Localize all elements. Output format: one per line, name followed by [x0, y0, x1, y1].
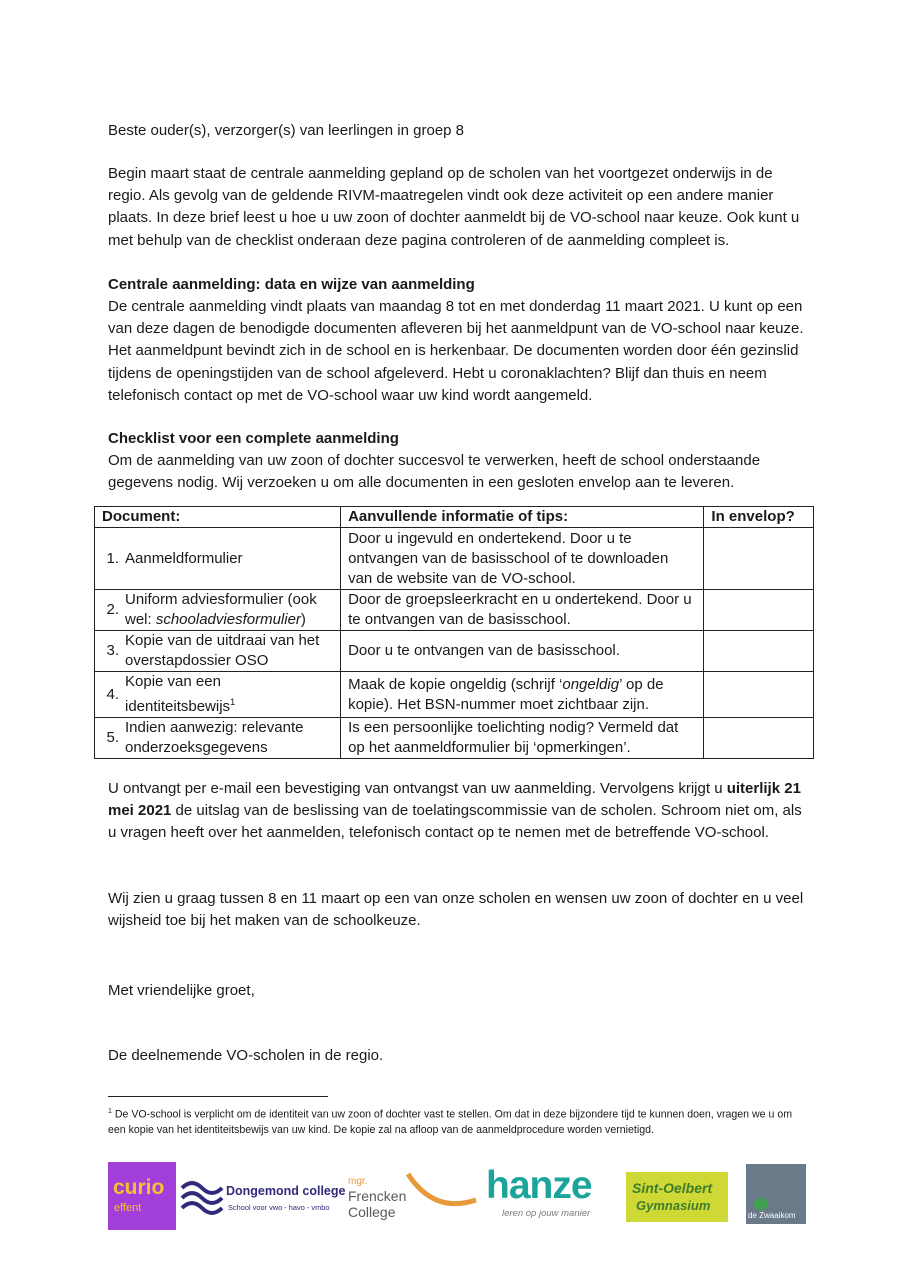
- wishes-paragraph: Wij zien u graag tussen 8 en 11 maart op een van onze scholen en wensen uw zoon of dochter en u veel wijsheid toe bij het maken van de schoolkeuze.: [108, 890, 804, 930]
- row-number: 3.: [106, 642, 119, 659]
- info-cell: Door de groepsleerkracht en u ondertekend. Door u te ontvangen van de basisschool.: [341, 590, 704, 631]
- sint-oelbert-gymnasium-logo: Sint-Oelbert Gymnasium: [626, 1172, 728, 1222]
- checklist-table: [94, 506, 814, 759]
- dongemond-college-logo: Dongemond college School voor vwo - havo - vmbo: [180, 1162, 345, 1230]
- document-cell: [95, 672, 341, 718]
- table-row: [95, 590, 814, 631]
- zwaaikom-logo: de Zwaaikom: [746, 1164, 806, 1224]
- table-row: [95, 631, 814, 672]
- closing: Met vriendelijke groet,: [108, 982, 255, 999]
- confirmation-paragraph: U ontvangt per e-mail een bevestiging van ontvangst van uw aanmelding. Vervolgens krijgt u uiterlijk 21 mei 2021 de uitslag van de beslissing van de toelatingscommissie van de scholen. Schroom niet om, als u vragen heeft over het aanmelden, telefonisch contact op te nemen met de betreffende VO-school.: [108, 780, 802, 842]
- document-name: Indien aanwezig: relevante onderzoeksgegevens: [125, 719, 304, 756]
- footnote-ref: 1: [230, 697, 236, 707]
- document-name: Uniform adviesformulier (ook wel: schooladviesformulier): [125, 591, 317, 628]
- document-name: Kopie van een identiteitsbewijs$^1$: [125, 673, 236, 715]
- swoosh-icon: [404, 1170, 479, 1220]
- hanze-logo: hanze leren op jouw manier: [486, 1164, 592, 1219]
- document-cell: [95, 631, 341, 672]
- header-document: Document:: [95, 507, 341, 528]
- envelope-cell: [704, 672, 814, 718]
- document-cell: [95, 718, 341, 759]
- greeting: Beste ouder(s), verzorger(s) van leerlingen in groep 8: [108, 122, 465, 139]
- table-row: [95, 528, 814, 590]
- table-row: [95, 672, 814, 718]
- wave-icon: [180, 1176, 226, 1216]
- envelope-cell: [704, 631, 814, 672]
- deadline-date: uiterlijk 21 mei 2021: [108, 780, 801, 820]
- tree-icon: [754, 1198, 768, 1210]
- header-envelope: In envelop?: [704, 507, 814, 528]
- section-body-registration: De centrale aanmelding vindt plaats van maandag 8 tot en met donderdag 11 maart 2021. U kunt op een van deze dagen de benodigde documenten afleveren bij het aanmeldpunt van de VO-school naar keuze. Het aanmeldpunt bevindt zich in de school en is herkenbaar. De documenten worden door één gezinslid tijdens de openingstijden van de school afgeleverd. Hebt u coronaklachten? Blijf dan thuis en neem telefonisch contact op met de VO-school waar uw kind wordt aangemeld.: [108, 298, 804, 404]
- envelope-cell: [704, 718, 814, 759]
- curio-logo: curio effent: [108, 1162, 176, 1230]
- header-info: Aanvullende informatie of tips:: [341, 507, 704, 528]
- section-body-checklist: Om de aanmelding van uw zoon of dochter succesvol te verwerken, heeft de school onderstaande gegevens nodig. Wij verzoeken u om alle documenten in een gesloten envelop aan te leveren.: [108, 452, 761, 492]
- envelope-cell: [704, 528, 814, 590]
- signature: De deelnemende VO-scholen in de regio.: [108, 1047, 384, 1064]
- document-cell: [95, 528, 341, 590]
- document-cell: [95, 590, 341, 631]
- intro-paragraph: Begin maart staat de centrale aanmelding gepland op de scholen van het voortgezet onderwijs in de regio. Als gevolg van de geldende RIVM-maatregelen vindt ook deze activiteit op een andere manier plaats. In deze brief leest u hoe u uw zoon of dochter aanmeldt bij de VO-school naar keuze. Ook kunt u met behulp van de checklist onderaan deze pagina controleren of de aanmelding compleet is.: [108, 165, 800, 249]
- info-cell: Door u te ontvangen van de basisschool.: [341, 631, 704, 672]
- table-row: [95, 718, 814, 759]
- info-cell: Maak de kopie ongeldig (schrijf ‘ongeldig’ op de kopie). Het BSN-nummer moet zichtbaar zijn.: [341, 672, 704, 718]
- info-cell: Door u ingevuld en ondertekend. Door u te ontvangen van de basisschool of te downloaden van de website van de VO-school.: [341, 528, 704, 590]
- table-header-row: [95, 507, 814, 528]
- row-number: 1.: [106, 549, 119, 567]
- footnote: $^1$ De VO-school is verplicht om de identiteit van uw zoon of dochter vast te stellen. Om dat in deze bijzondere tijd te kunnen doen, vragen we u om een kopie van het identiteitsbewijs van uw kind. De kopie zal na afloop van de aanmeldprocedure worden vernietigd.: [108, 1108, 793, 1136]
- info-cell: Is een persoonlijke toelichting nodig? Vermeld dat op het aanmeldformulier bij ‘opmerkingen’.: [341, 718, 704, 759]
- row-number: 2.: [106, 601, 119, 618]
- section-title-registration: Centrale aanmelding: data en wijze van aanmelding: [108, 276, 475, 293]
- envelope-cell: [704, 590, 814, 631]
- row-number: 4.: [106, 685, 119, 703]
- document-name: Aanmeldformulier: [125, 549, 243, 567]
- section-title-checklist: Checklist voor een complete aanmelding: [108, 430, 399, 447]
- frencken-college-logo: mgr. Frencken College: [348, 1162, 478, 1230]
- row-number: 5.: [106, 729, 119, 746]
- footnote-divider: [108, 1096, 328, 1097]
- document-name: Kopie van de uitdraai van het overstapdossier OSO: [125, 632, 320, 669]
